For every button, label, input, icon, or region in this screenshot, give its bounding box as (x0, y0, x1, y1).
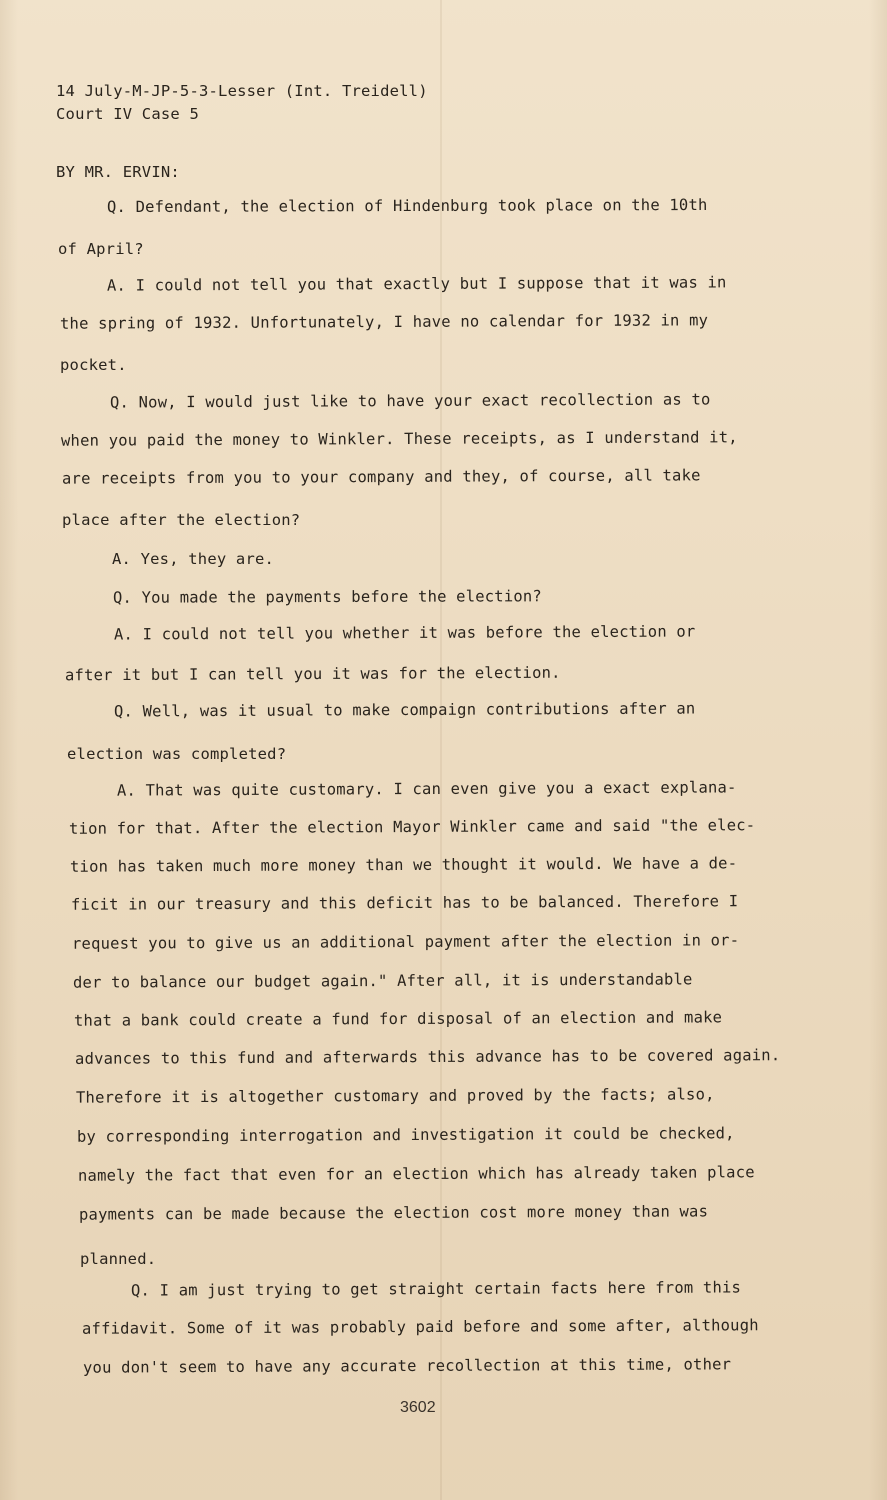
body-line: of April? (58, 240, 144, 258)
body-line: by corresponding interrogation and investigation it could be checked, (76, 1124, 735, 1146)
body-line: planned. (80, 1250, 157, 1268)
header-line-2: Court IV Case 5 (56, 105, 199, 123)
speaker-heading: BY MR. ERVIN: (56, 163, 180, 181)
page-number: 3602 (400, 1399, 436, 1416)
body-line: ficit in our treasury and this deficit has to be balanced. Therefore I (70, 892, 739, 914)
body-line: advances to this fund and afterwards this advance has to be covered again. (74, 1046, 781, 1068)
body-line: the spring of 1932. Unfortunately, I have no calendar for 1932 in my (59, 311, 709, 333)
body-line: A. Yes, they are. (112, 550, 275, 568)
body-line: Therefore it is altogether customary and proved by the facts; also, (75, 1085, 715, 1107)
body-line: pocket. (60, 356, 127, 374)
body-line: request you to give us an additional payment after the election in or- (71, 931, 740, 953)
body-line: place after the election? (62, 511, 301, 529)
body-line: tion has taken much more money than we thought it would. We have a de- (69, 854, 738, 876)
body-line: are receipts from you to your company and they, of course, all take (61, 466, 701, 488)
body-line: Q. Well, was it usual to make compaign contributions after an (113, 699, 696, 721)
body-line: affidavit. Some of it was probably paid before and some after, although (81, 1316, 759, 1338)
body-line: Q. I am just trying to get straight certain facts here from this (130, 1278, 742, 1300)
body-line: A. That was quite customary. I can even give you a exact explana- (116, 778, 737, 800)
body-line: Q. Defendant, the election of Hindenburg took place on the 10th (106, 195, 708, 217)
page-fold (440, 0, 442, 1500)
body-line: A. I could not tell you whether it was before the election or (113, 622, 696, 644)
body-line: election was completed? (67, 745, 287, 763)
body-line: tion for that. After the election Mayor Winkler came and said "the elec- (68, 816, 756, 838)
body-line: namely the fact that even for an election which has already taken place (77, 1163, 755, 1185)
body-line: A. I could not tell you that exactly but I suppose that it was in (106, 273, 727, 295)
body-line: payments can be made because the election cost more money than was (78, 1202, 709, 1224)
body-line: after it but I can tell you it was for the election. (64, 663, 561, 685)
body-line: Q. You made the payments before the election? (112, 587, 542, 607)
body-line: Q. Now, I would just like to have your exact recollection as to (109, 390, 711, 412)
body-line: when you paid the money to Winkler. These receipts, as I understand it, (60, 428, 738, 450)
body-line: der to balance our budget again." After all, it is understandable (72, 970, 693, 992)
body-line: you don't seem to have any accurate recollection at this time, other (82, 1355, 732, 1377)
body-line: that a bank could create a fund for disposal of an election and make (73, 1008, 723, 1030)
header-line-1: 14 July-M-JP-5-3-Lesser (Int. Treidell) (56, 82, 428, 100)
